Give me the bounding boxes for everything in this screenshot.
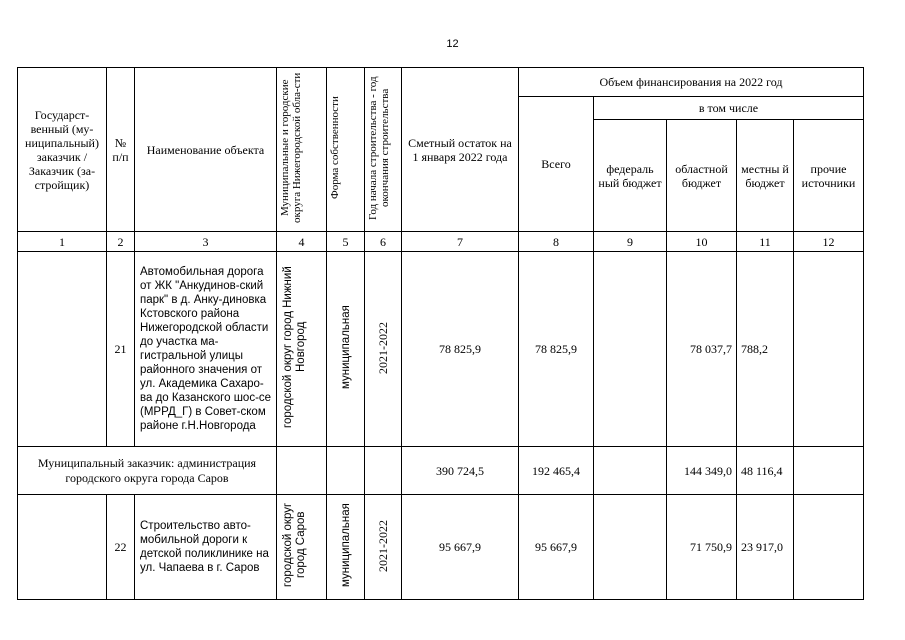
cell-customer	[18, 252, 107, 447]
subtotal-local: 48 116,4	[737, 447, 794, 495]
cell-municipality: городской округ город Нижний Новгород	[277, 252, 327, 447]
header-financing: Объем финансирования на 2022 год	[519, 68, 864, 97]
cell-regional: 71 750,9	[667, 495, 737, 600]
header-other: прочие источники	[794, 120, 864, 232]
cell-years	[365, 447, 402, 495]
column-numbers-row	[18, 232, 864, 252]
col-number: 11	[737, 232, 794, 252]
col-number: 12	[794, 232, 864, 252]
header-regional: областной бюджет	[667, 120, 737, 232]
cell-other	[794, 495, 864, 600]
cell-local: 788,2	[737, 252, 794, 447]
cell-other	[794, 252, 864, 447]
subtotal-regional: 144 349,0	[667, 447, 737, 495]
page-number: 12	[446, 38, 459, 50]
subtotal-row	[18, 447, 864, 495]
cell-federal	[594, 252, 667, 447]
cell-federal	[594, 495, 667, 600]
cell-object-name: Строительство авто-мобильной дороги к детской поликлинике на ул. Чапаева в г. Саров	[135, 495, 277, 600]
financing-table	[17, 67, 864, 600]
col-number: 1	[18, 232, 107, 252]
cell-num: 21	[107, 252, 135, 447]
header-total: Всего	[519, 97, 594, 232]
subtotal-total: 192 465,4	[519, 447, 594, 495]
header-municipality: Муниципальные и городские округа Нижегородской обла-сти	[277, 68, 327, 232]
header-customer: Государст-венный (му-ниципальный) заказчик / Заказчик (за-стройщик)	[18, 68, 107, 232]
header-remaining: Сметный остаток на 1 января 2022 года	[402, 68, 519, 232]
col-number: 5	[327, 232, 365, 252]
cell-local: 23 917,0	[737, 495, 794, 600]
cell-years: 2021-2022	[365, 252, 402, 447]
col-number: 9	[594, 232, 667, 252]
col-number: 10	[667, 232, 737, 252]
col-number: 6	[365, 232, 402, 252]
cell-regional: 78 037,7	[667, 252, 737, 447]
subtotal-other	[794, 447, 864, 495]
cell-municipality: городской округ город Саров	[277, 495, 327, 600]
col-number: 7	[402, 232, 519, 252]
cell-ownership: муниципальная	[327, 252, 365, 447]
header-years: Год начала строительства - год окончания строительства	[365, 68, 402, 232]
header-federal: федераль ный бюджет	[594, 120, 667, 232]
cell-ownership: муниципальная	[327, 495, 365, 600]
cell-num: 22	[107, 495, 135, 600]
cell-customer	[18, 495, 107, 600]
subtotal-label: Муниципальный заказчик: администрация городского округа города Саров	[18, 447, 277, 495]
cell-total: 95 667,9	[519, 495, 594, 600]
col-number: 4	[277, 232, 327, 252]
col-number: 2	[107, 232, 135, 252]
cell-total: 78 825,9	[519, 252, 594, 447]
cell-municipality	[277, 447, 327, 495]
table-row	[18, 252, 864, 447]
cell-years: 2021-2022	[365, 495, 402, 600]
cell-object-name: Автомобильная дорога от ЖК "Анкудинов-ский парк" в д. Анку-диновка Кстовского района Нижегородской области до участка ма-гистральной улицы районного значения от ул. Академика Сахаро-ва до Казанского шос-се (МРРД_Г) в Совет-ском районе г.Н.Новгорода	[135, 252, 277, 447]
header-local: местны й бюджет	[737, 120, 794, 232]
header-num: № п/п	[107, 68, 135, 232]
cell-remaining: 95 667,9	[402, 495, 519, 600]
header-ownership: Форма собственности	[327, 68, 365, 232]
cell-ownership	[327, 447, 365, 495]
header-object-name: Наименование объекта	[135, 68, 277, 232]
table-row	[18, 495, 864, 600]
col-number: 3	[135, 232, 277, 252]
subtotal-remaining: 390 724,5	[402, 447, 519, 495]
header-including: в том числе	[594, 97, 864, 120]
cell-remaining: 78 825,9	[402, 252, 519, 447]
subtotal-federal	[594, 447, 667, 495]
col-number: 8	[519, 232, 594, 252]
